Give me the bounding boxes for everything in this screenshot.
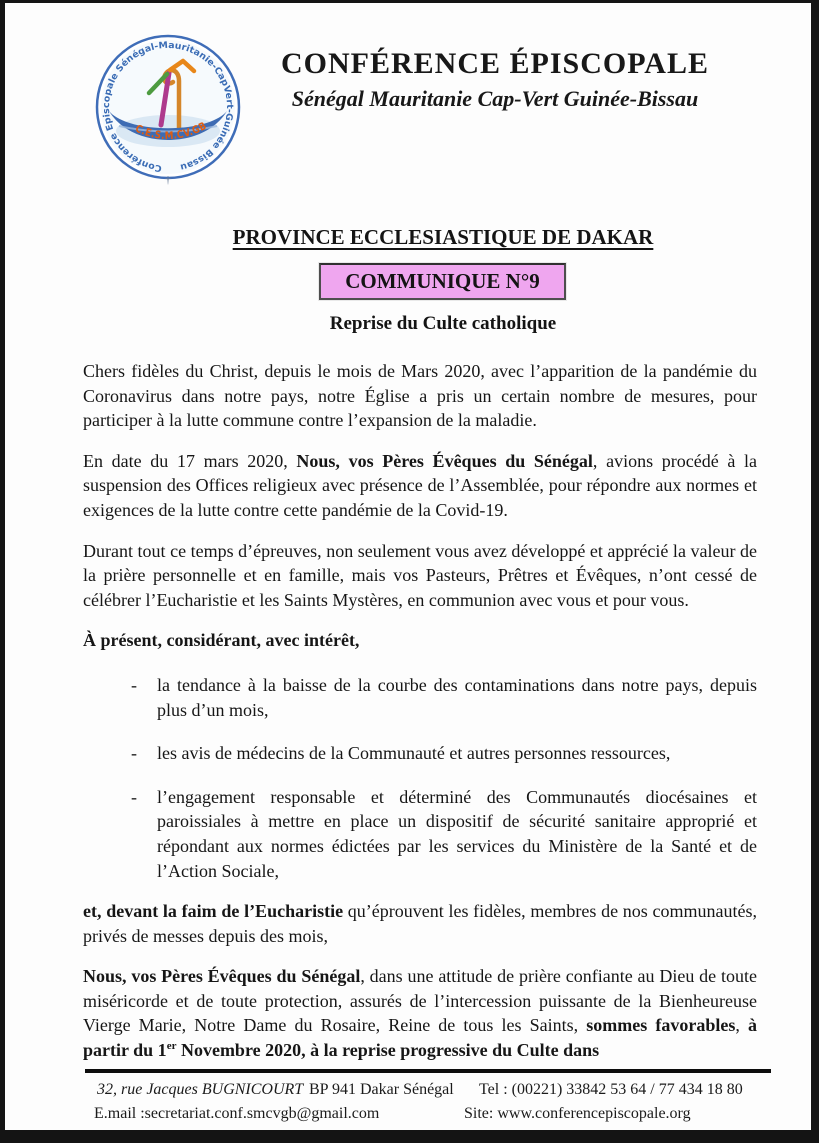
document-subtitle-text: Reprise du Culte catholique (329, 313, 557, 334)
footer-po-box: BP 941 Dakar Sénégal (309, 1081, 454, 1098)
footer-email: E.mail :secretariat.conf.smcvgb@gmail.com (94, 1105, 380, 1122)
bold-run: à partir du 1 (83, 1015, 758, 1061)
considerations-heading (83, 628, 757, 653)
paragraph-suspension (83, 449, 757, 523)
footer-divider (85, 1069, 771, 1073)
paragraph-text: En date du 17 mars 2020, (83, 450, 297, 471)
footer-website: Site: www.conferencepiscopale.org (464, 1105, 691, 1122)
document-page (5, 3, 811, 1130)
paragraph-intro (83, 359, 757, 433)
bold-run: Novembre 2020, à la reprise progressive du Culte dans (176, 1040, 600, 1061)
communique-label: COMMUNIQUE N°9 (345, 269, 540, 293)
footer-telephone: Tel : (00221) 33842 53 64 / 77 434 18 80 (479, 1081, 743, 1098)
seal-ring-text: Conférence Episcopale Sénégal-Mauritanie-CapVert-Guinée Bissau (101, 40, 235, 173)
list-item-text: les avis de médecins de la Communauté et autres personnes ressources, (157, 743, 671, 764)
letterhead (245, 47, 745, 112)
paragraph-eprueves (83, 539, 757, 613)
paragraph-text: , (735, 1015, 749, 1036)
bold-run: Nous, vos Pères Évêques du Sénégal (296, 450, 593, 471)
paragraph-faim (83, 899, 757, 948)
dash-marker: - (131, 743, 137, 764)
list-item-text: l’engagement responsable et déterminé des Communautés diocésaines et paroissiales à mettre en place un dispositif de sécurité sanitaire approprié et répondant aux normes édictées par les services du Ministère de la Santé et de l’Action Sociale, (157, 786, 757, 881)
organization-title: CONFÉRENCE ÉPISCOPALE (281, 47, 709, 80)
paragraph-text: , dans une attitude de prière confiante au Dieu de toute miséricorde et de toute protection, assurés de l’intercession puissante de la Bienheureuse Vierge Marie, Notre Dame du Rosaire, Reine de tous les Saints, (83, 966, 757, 1036)
bold-run: et, devant la faim de l’Eucharistie (83, 901, 344, 922)
document-footer (5, 1069, 811, 1129)
communique-body (83, 359, 757, 1063)
episcopal-conference-seal-icon (93, 31, 243, 189)
paragraph-text: Durant tout ce temps d’épreuves, non seulement vous avez développé et apprécié la valeur de la prière personnelle et en famille, mais vos Pasteurs, Prêtres et Évêques, n’ont cessé de célébrer l’Eucharistie et les Saints Mystères, en communion avec vous et pour vous. (83, 540, 757, 610)
list-item (83, 741, 757, 766)
footer-address: 32, rue Jacques BUGNICOURT (97, 1081, 304, 1098)
list-item-text: la tendance à la baisse de la courbe des contaminations dans notre pays, depuis plus d’un mois, (157, 674, 757, 720)
seal-cross-icon: † (165, 174, 171, 186)
province-heading (106, 225, 780, 250)
organization-subtitle: Sénégal Mauritanie Cap-Vert Guinée-Bissau (291, 86, 699, 111)
paragraph-text: , avions procédé à la suspension des Offices religieux avec présence de l’Assemblée, pour répondre aux normes et exigences de la lutte contre cette pandémie de la Covid-19. (83, 450, 757, 520)
seal-acronym: C.E.S.M.CV.GB (133, 119, 210, 143)
paragraph-text: qu’éprouvent les fidèles, membres de nos communautés, privés de messes depuis des mois, (83, 901, 757, 946)
paragraph-decision (83, 964, 757, 1062)
list-item (83, 785, 757, 883)
communique-box (319, 263, 566, 300)
document-subtitle (106, 313, 780, 335)
dash-marker: - (131, 674, 137, 695)
document-header (5, 3, 811, 185)
considerations-list (83, 673, 757, 883)
list-item (83, 673, 757, 722)
heading-text: À présent, considérant, avec intérêt, (83, 630, 360, 651)
dash-marker: - (131, 786, 137, 807)
province-heading-text: PROVINCE ECCLESIASTIQUE DE DAKAR (232, 225, 654, 249)
ordinal-superscript: er (166, 1040, 177, 1053)
bold-run: sommes favorables (586, 1015, 736, 1036)
bold-run: Nous, vos Pères Évêques du Sénégal (83, 966, 361, 987)
paragraph-text: Chers fidèles du Christ, depuis le mois de Mars 2020, avec l’apparition de la pandémie du Coronavirus dans notre pays, notre Église a pris un certain nombre de mesures, pour participer à la lutte commune contre l’expansion de la maladie. (83, 361, 757, 431)
